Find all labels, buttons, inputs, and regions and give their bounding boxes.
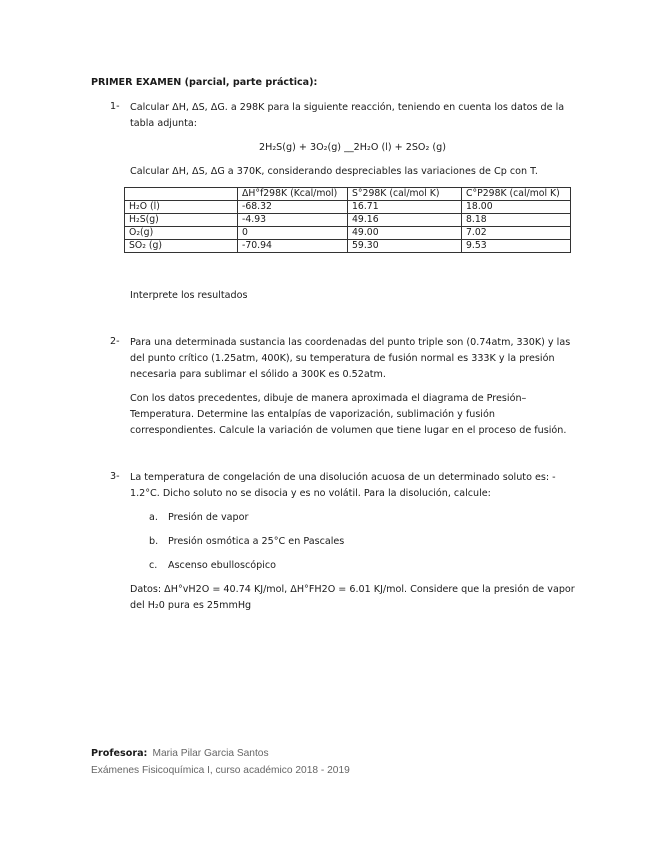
data-line-2: del H₂0 pura es 25mmHg	[130, 600, 252, 611]
table-row	[125, 214, 571, 227]
question-2-number: 2-	[110, 336, 120, 347]
table-cell: 9.53	[462, 240, 571, 253]
table-header-cell: S°298K (cal/mol K)	[348, 188, 462, 201]
question-2-p2-line: Con los datos precedentes, dibuje de manera aproximada el diagrama de Presión–	[130, 393, 527, 404]
question-3-number: 3-	[110, 471, 120, 482]
list-item-label: b.	[149, 536, 159, 547]
table-header-row	[125, 188, 571, 201]
table-row	[125, 227, 571, 240]
professor-name: Maria Pilar Garcia Santos	[152, 748, 269, 759]
table-row	[125, 201, 571, 214]
question-3-p1-line: 1.2°C. Dicho soluto no se disocia y es no volátil. Para la disolución, calcule:	[130, 488, 491, 499]
professor-label: Profesora:	[91, 748, 148, 759]
table-cell: 7.02	[462, 227, 571, 240]
list-item-label: a.	[149, 512, 158, 523]
question-1-line1: Calcular ΔH, ΔS, ΔG. a 298K para la siguiente reacción, teniendo en cuenta los datos de la	[130, 102, 565, 113]
table-header-cell	[125, 188, 238, 201]
table-cell: 16.71	[348, 201, 462, 214]
question-2-p1-line: del punto crítico (1.25atm, 400K), su temperatura de fusión normal es 333K y la presión	[130, 353, 555, 364]
table-header-cell: C°P298K (cal/mol K)	[462, 188, 571, 201]
question-2-p2-line: correspondientes. Calcule la variación de volumen que tiene lugar en el proceso de fusión.	[130, 425, 567, 436]
table-cell: -70.94	[238, 240, 348, 253]
table-cell: -68.32	[238, 201, 348, 214]
reaction-equation: 2H₂S(g) + 3O₂(g) __2H₂O (l) + 2SO₂ (g)	[259, 142, 446, 153]
table-cell: O₂(g)	[125, 227, 238, 240]
question-3-p1-line: La temperatura de congelación de una disolución acuosa de un determinado soluto es: -	[130, 472, 556, 483]
question-2-p1-line: Para una determinada sustancia las coordenadas del punto triple son (0.74atm, 330K) y las	[130, 337, 571, 348]
table-cell: SO₂ (g)	[125, 240, 238, 253]
question-1-line3: Calcular ΔH, ΔS, ΔG a 370K, considerando despreciables las variaciones de Cp con T.	[130, 166, 538, 177]
table-cell: -4.93	[238, 214, 348, 227]
list-item: Presión osmótica a 25°C en Pascales	[168, 536, 345, 547]
question-1-line2: tabla adjunta:	[130, 118, 197, 129]
table-cell: H₂O (l)	[125, 201, 238, 214]
thermo-data-table	[124, 187, 571, 253]
list-item-label: c.	[149, 560, 158, 571]
table-cell: 49.00	[348, 227, 462, 240]
list-item: Presión de vapor	[168, 512, 249, 523]
table-cell: 59.30	[348, 240, 462, 253]
table-cell: 0	[238, 227, 348, 240]
table-cell: H₂S(g)	[125, 214, 238, 227]
exam-title: PRIMER EXAMEN (parcial, parte práctica):	[91, 77, 318, 88]
question-2-p1-line: necesaria para sublimar el sólido a 300K es 0.52atm.	[130, 369, 386, 380]
table-cell: 18.00	[462, 201, 571, 214]
data-line-1: Datos: ΔH°vH2O = 40.74 KJ/mol, ΔH°FH2O = 6.01 KJ/mol. Considere que la presión de vapor	[130, 584, 575, 595]
list-item: Ascenso ebulloscópico	[168, 560, 277, 571]
table-cell: 8.18	[462, 214, 571, 227]
professor-line	[91, 741, 269, 760]
question-1-number: 1-	[110, 101, 120, 112]
table-header-cell: ΔH°f298K (Kcal/mol)	[238, 188, 348, 201]
interpret-instruction: Interprete los resultados	[130, 290, 248, 301]
table-row	[125, 240, 571, 253]
question-2-p2-line: Temperatura. Determine las entalpías de vaporización, sublimación y fusión	[130, 409, 495, 420]
table-cell: 49.16	[348, 214, 462, 227]
course-line: Exámenes Fisicoquímica I, curso académico 2018 - 2019	[91, 765, 350, 776]
